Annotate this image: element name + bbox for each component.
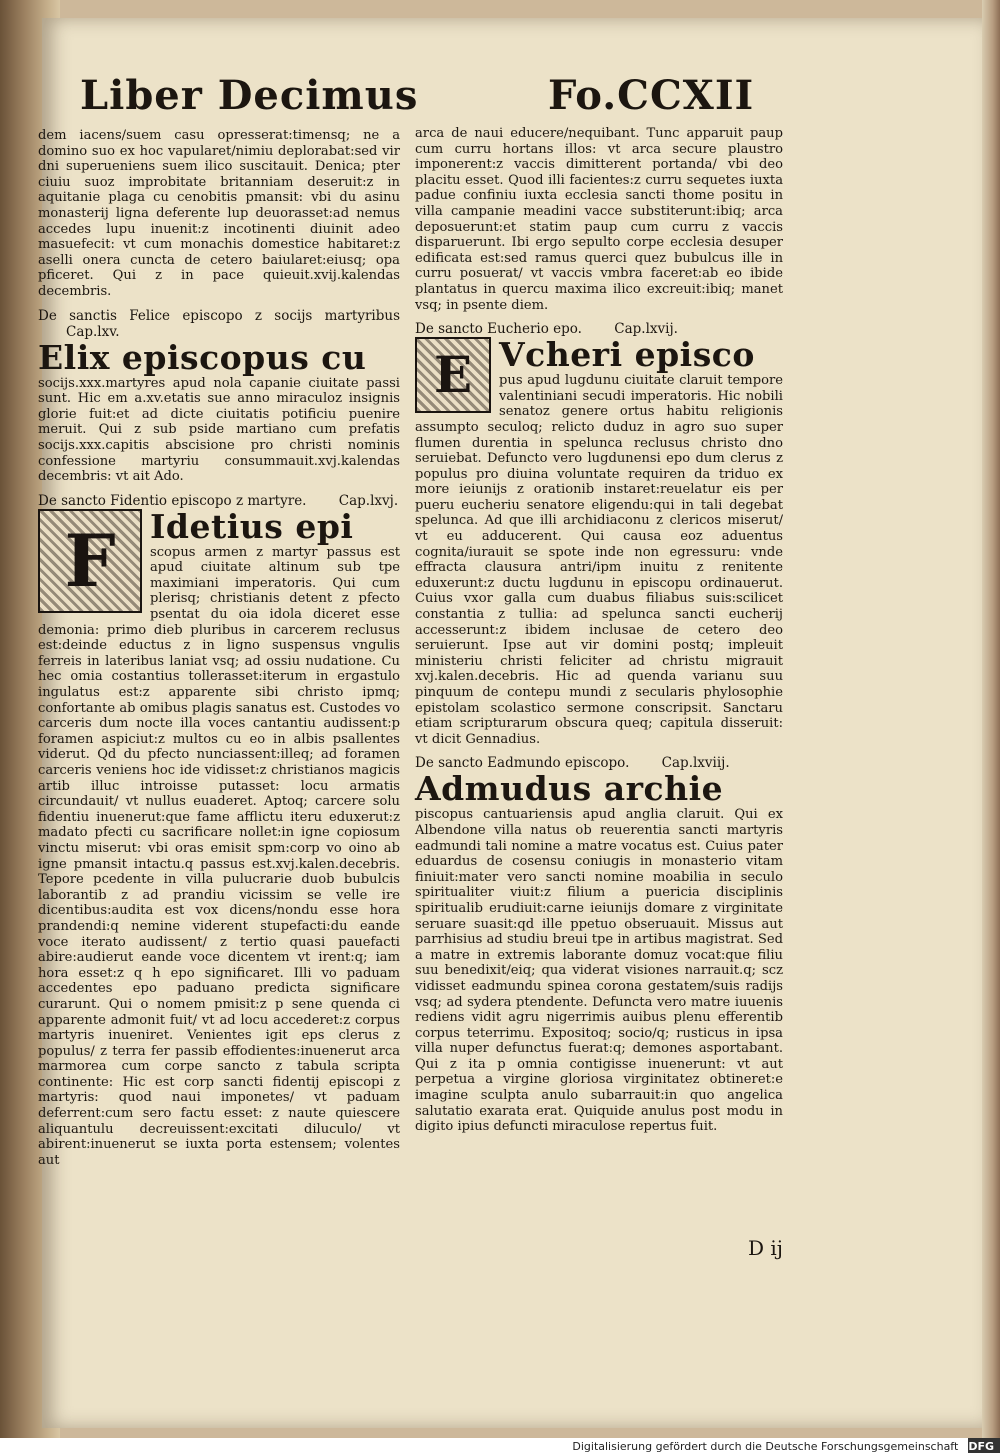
paragraph: dem iacens/suem casu opresserat:timensq; ne a domino suo ex hoc vapularet/nimiu deplorabat:sed vir dni superueniens suem ilico suscitauit. Denica; pter ciuiu suoz improbitate britanniam deseruit:z in aquitanie plaga cu cenobitis pmansit: vbi du asinu monasterij ligna deferente lup deuorasset:ad nemus accedes lupu inuenit:z incotinenti diuinit adeo masuefecit: vt cum monachis domestice habitaret:z aselli onera cuncta de cetero baiularet:eiusq; opa pficeret. Qui z in pace quieuit.xvij.kalendas decembris. (38, 128, 400, 299)
section-title: De sancto Eadmundo episcopo. (415, 755, 630, 772)
opening-line: Vcheri episco (499, 335, 755, 375)
paragraph: piscopus cantuariensis apud anglia claruit. Qui ex Albendone villa natus ob reuerentia sancti martyris eadmundi tali nomine a matre vocatus est. Cuius pater eduardus de cosensu coniugis in monasterio vitam finiuit:mater vero sancti nomine moabilia in seculo spiritualiter viuit:z filium a puericia disciplinis spiritualib erudiuit:carne ieiunijs domare z virginitate seruare suasit:qd ille ppetuo obseruauit. Missus aut parrhisius ad studiu breui tpe in artibus magistrat. Sed a matre in extremis laborante domuz vocat:que filiu suu benedixit/eiq; qua viderat visiones narrauit.q; scz vidisset eadmundu spinea corona gestatem/suis radijs vsq; ad sydera ptendente. Defuncta vero matre iuuenis rediens vidit agru nigerrimis auibus plenu efferentib corpus teterrimu. Expositoq; socio/q; rusticus in ipsa villa nuper defunctus fuerat:q; demones asportabant. Qui z ita p omnia contigisse inuenerunt: vt aut perpetua a virgine gloriosa virginitatez obtineret:e imagine sculpta anulo subarrauit:in quo angelica salutatio exarata erat. Quiquide anulus post modu in digito ipius defuncti miraculose repertus fuit. (415, 807, 783, 1135)
opening-line: Elix episcopus cu (38, 337, 367, 377)
opening-line: Admudus archie (415, 769, 724, 809)
chapter-number: Cap.lxvij. (614, 321, 678, 338)
running-head-left: Liber Decimus (80, 72, 419, 119)
section-title: De sancto Fidentio episcopo z martyre. (38, 492, 307, 509)
section-title: De sancto Eucherio epo. (415, 321, 582, 338)
paragraph: arca de naui educere/nequibant. Tunc apparuit paup cum curru hortans illos: vt arca secure plaustro imponerent:z vaccis dimitterent portanda/ vbi deo placitu esset. Quod illi facientes:z curru sequetes iuxta padue confiniu iuxta ecclesia sancti thome positu in villa campanie meadini vacce substiterunt:ibiq; arca deposuerunt:et statim paup cum curru z vaccis disparuerunt. Ibi ergo sepulto corpe ecclesia desuper edificata est:sed ramus querci quez bubulcus ille in curru posuerat/ vt vaccis vmbra faceret:ab eo ibide plantatus in quercu maxima ilico excreuit:ibiq; manet vsq; in psente diem. (415, 126, 783, 313)
decorated-initial: F (38, 509, 142, 613)
dfg-logo: DFG (968, 1438, 1000, 1453)
chapter-number: Cap.lxv. (66, 323, 120, 340)
signature-mark: D ij (748, 1236, 783, 1260)
paragraph: scopus armen z martyr passus est apud ciuitate altinum sub tpe maximiani imperatoris. Qui cum plerisq; christianis detent z pfecto psentat du oia idola diceret esse demonia: primo dieb pluribus in carcerem reclusus est:deinde eductus z in ligno suspensus vngulis ferreis in lateribus laniat vsq; ad ossiu nudatione. Cu hec omia costantius tollerasset:iterum in ergastulo ingulatus est:z apparente sibi christo ipmq; confortante ab omibus plagis sanatus est. Custodes vo carceris dum nocte illa voces cantantiu audissent:p foramen aspiciut:z multos cu eo in albis psallentes viderut. Qd du pfecto nunciassent:illeq; ad foramen carceris veniens hoc ide vidisset:z christianos magicis artib illuc introisse putasset: locu armatis circundauit/ vt nullus euaderet. Aptoq; carcere solu fidentiu inuenerut:que fame afflictu iteru eduxerut:z madato pfecti cu sacrificare nollet:in igne copiosum vinctu miserut: vbi oras emisit spm:corp vo oino ab igne pmansit intactu.q passus est.xvj.kalen.decebris. Tepore pcedente in villa pulucrarie duob bubulcis laborantib z ad prandiu vicissim se velle ire dicentibus:audita est vox dicens/nondu esse hora prandendi:q nemine viderent stupefacti:du eande voce iterato audissent/ z tertio quasi pauefacti abire:audierut eande voce dicentem vt irent:q; iam hora esset:z q h epo significaret. Illi vo paduam accedentes epo paduano predicta significare curarunt. Qui o nomem pmisit:z p sene quenda ci apparente admonit fuit/ vt ad locu accederet:z corpus martyris inueniret. Venientes igit eps clerus z populus/ z terra fer passib effodientes:inuenerut arca marmorea cum corpe sancto z tabula scripta continente: Hic est corp sancti fidentij episcopi z martyris: quod naui imponetes/ vt paduam deferrent:cum sero factu esset: z naute quiescere aliquantulu decreuissent:excitati diluculo/ vt abirent:inuenerut se iuxta porta estensem; volentes aut (38, 544, 400, 1168)
footer-bar (0, 1438, 1000, 1456)
page-edge (982, 0, 1000, 1456)
opening-line: Idetius epi (150, 506, 354, 546)
text-column-right (415, 126, 783, 1135)
chapter-number: Cap.lxviij. (661, 755, 730, 772)
paragraph: pus apud lugdunu ciuitate claruit tempore valentiniani secudi imperatoris. Hic nobili senatoz genere ortus habitu religionis assumpto seculoq; relicto duduz in agro suo super flumen durentia in spelunca reclusus christo dno seruiebat. Defuncto vero lugdunensi epo dum clerus z populus pro diuina voluntate requiren da triduo ex more ieiunijs z orationib instaret:reuelatur eis per pueru eucheriu senatore eligendu:qui in tali degebat spelunca. Ad que illi archidiaconu z clericos miserut/ vt eu adducerent. Qui causa eoz aduentus cognita/iurauit se spote inde non egressuru: vnde effracta clausura antri/ipm inuitu z renitente eduxerunt:z ductu lugdunu in episcopu ordinauerut. Cuius vxor galla cum duabus filiabus suis:scilicet constantia z tullia: ad spelunca sancti eucherij accesserunt:z ibidem inclusae de cetero deo seruierunt. Ipse aut vir domini postq; impleuit ministeriu christi feliciter ad christu migrauit xvj.kalen.decebris. Hic ad quenda varianu suu pinquum de contepu mundi z secularis phylosophie epistolam scolastico sermone conscripsit. Sanctaru etiam scripturarum obscura queq; capitula disseruit: vt dicit Gennadius. (415, 373, 783, 747)
running-head-folio: Fo.CCXII (548, 72, 755, 119)
section-heading (38, 308, 400, 340)
chapter-number: Cap.lxvj. (338, 492, 399, 509)
decorated-initial: E (415, 337, 491, 413)
section-title: De sanctis Felice episcopo z socijs martyribus (38, 307, 400, 324)
text-column-left (38, 128, 400, 1168)
footer-credit: Digitalisierung gefördert durch die Deutsche Forschungsgemeinschaft (572, 1440, 959, 1453)
paragraph: socijs.xxx.martyres apud nola capanie ciuitate passi sunt. Hic em a.xv.etatis sue anno miraculoz insignis glorie fuit:et ad dicte ciuitatis potificiu puenire meruit. Qui z sub pside martiano cum prefatis socijs.xxx.capitis abscisione pro christi nominis confessione martyriu consummauit.xvj.kalendas decembris: vt ait Ado. (38, 375, 400, 485)
